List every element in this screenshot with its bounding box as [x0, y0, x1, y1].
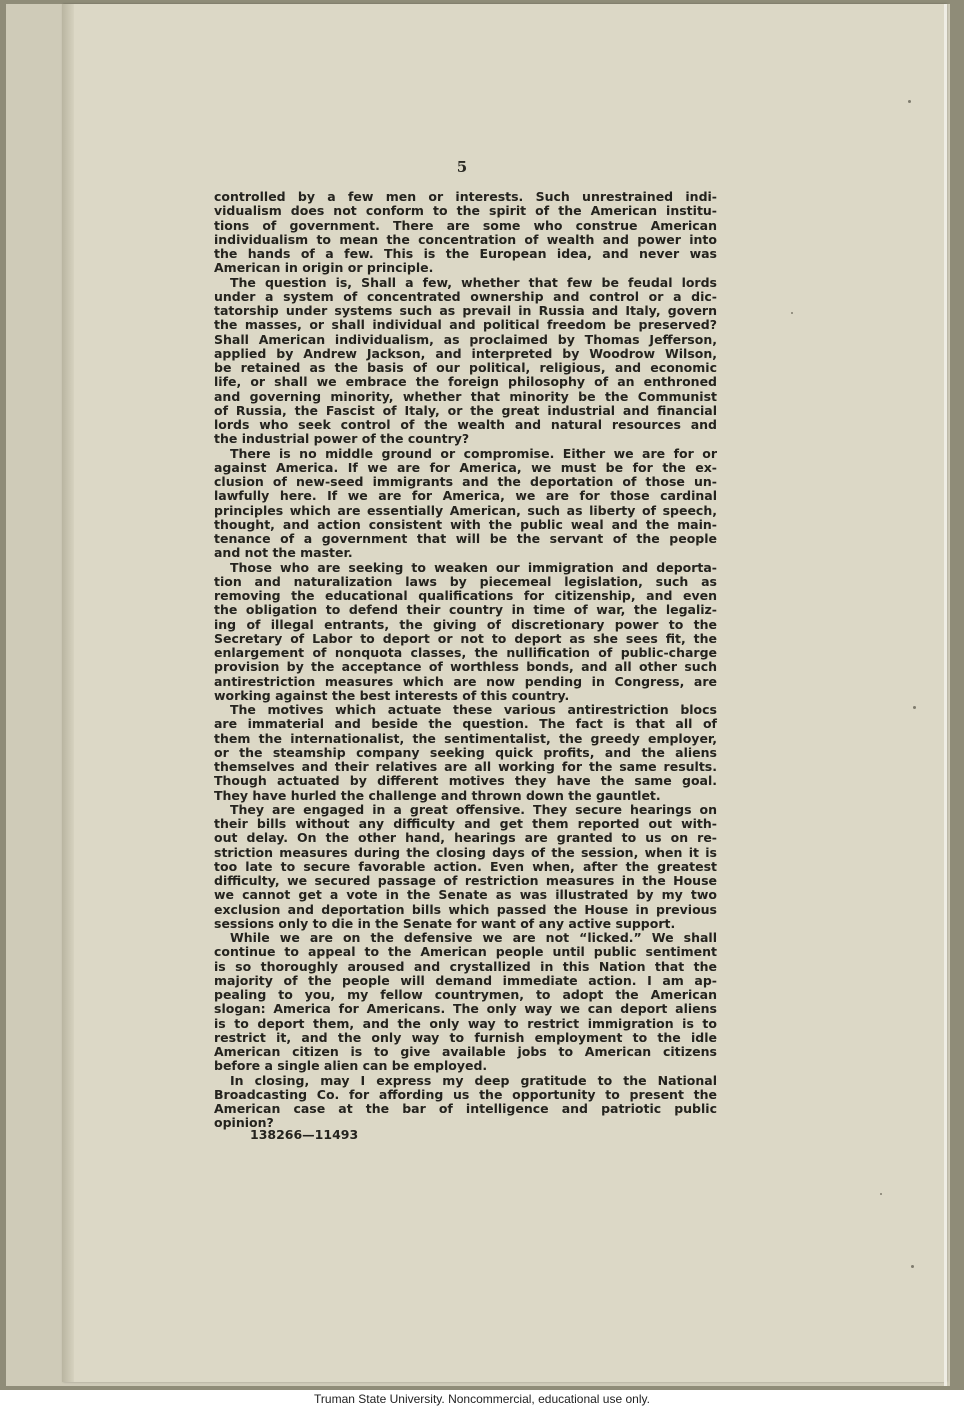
- text-line: against America. If we are for America, we must be for the ex-: [214, 459, 717, 475]
- text-line: the industrial power of the country?: [214, 431, 470, 447]
- footer-notice: Truman State University. Noncommercial, educational use only.: [314, 1392, 650, 1406]
- text-line: vidualism does not conform to the spirit of the American institu-: [214, 203, 717, 219]
- text-line: their bills without any difficulty and get them reported out with-: [214, 816, 717, 831]
- text-line: tenance of a government that will be the servant of the people: [214, 531, 717, 546]
- text-line: Broadcasting Co. for affording us the opportunity to present the: [214, 1086, 717, 1102]
- text-line: While we are on the defensive we are not “licked.” We shall: [230, 930, 717, 945]
- page-edge: [944, 4, 947, 1386]
- text-line: Though actuated by different motives they have the same goal.: [214, 773, 717, 789]
- text-line: The motives which actuate these various antirestriction blocs: [230, 702, 717, 717]
- text-line: exclusion and deportation bills which passed the House in previous: [214, 901, 717, 917]
- text-line: tions of government. There are some who construe American: [214, 217, 717, 233]
- text-line: themselves and their relatives are all working for the same results.: [214, 759, 717, 774]
- text-line: we cannot get a vote in the Senate as was illustrated by my two: [214, 887, 717, 903]
- text-line: and governing minority, whether that minority be the Communist: [214, 388, 717, 404]
- text-line: or the steamship company seeking quick profits, and the aliens: [214, 744, 717, 760]
- text-line: under a system of concentrated ownership and control or a dic-: [214, 288, 717, 304]
- text-line: difficulty, we secured passage of restriction measures in the House: [214, 873, 717, 888]
- paragraph: [214, 1074, 717, 1131]
- text-line: restrict it, and the only way to furnish employment to the idle: [214, 1029, 717, 1045]
- text-line: controlled by a few men or interests. Such unrestrained indi-: [214, 189, 717, 204]
- text-line: applied by Andrew Jackson, and interpreted by Woodrow Wilson,: [214, 345, 717, 361]
- text-line: American case at the bar of intelligence and patriotic public: [214, 1101, 717, 1116]
- text-line: removing the educational qualifications for citizenship, and even: [214, 588, 717, 603]
- text-line: Shall American individualism, as proclaimed by Thomas Jefferson,: [214, 331, 717, 347]
- text-line: lawfully here. If we are for America, we are for those cardinal: [214, 488, 717, 504]
- text-line: out delay. On the other hand, hearings are granted to us on re-: [214, 830, 717, 846]
- paragraph: [214, 447, 717, 561]
- text-line: slogan: America for Americans. The only way we can deport aliens: [214, 1001, 717, 1017]
- text-line: American in origin or principle.: [214, 260, 434, 276]
- text-line: enlargement of nonquota classes, the nullification of public-charge: [214, 645, 717, 660]
- binding-fold: [62, 4, 74, 1382]
- text-line: principles which are essentially American, such as liberty of speech,: [214, 502, 717, 518]
- text-line: the obligation to defend their country in time of war, the legaliz-: [214, 602, 717, 618]
- text-line: life, or shall we embrace the foreign philosophy of an enthroned: [214, 374, 717, 390]
- text-line: and not the master.: [214, 545, 353, 561]
- paper-speck: [791, 312, 793, 314]
- text-line: of Russia, the Fascist of Italy, or the great industrial and financial: [214, 402, 717, 418]
- text-line: be retained as the basis of our political, religious, and economic: [214, 360, 717, 375]
- text-line: In closing, may I express my deep gratitude to the National: [230, 1072, 717, 1088]
- text-line: too late to secure favorable action. Even when, after the greatest: [214, 858, 717, 874]
- text-line: before a single alien can be employed.: [214, 1058, 488, 1074]
- page-number: 5: [456, 158, 468, 176]
- text-line: antirestriction measures which are now pending in Congress, are: [214, 673, 717, 689]
- text-line: majority of the people will demand immediate action. I am ap-: [214, 972, 717, 988]
- paragraph: [214, 561, 717, 704]
- text-line: American citizen is to give available jobs to American citizens: [214, 1044, 717, 1059]
- text-line: thought, and action consistent with the public weal and the main-: [214, 516, 717, 532]
- text-line: the masses, or shall individual and political freedom be preserved?: [214, 317, 717, 333]
- text-line: ing of illegal entrants, the giving of discretionary power to the: [214, 616, 717, 632]
- body-text: [214, 190, 717, 1131]
- text-line: They have hurled the challenge and thrown down the gauntlet.: [214, 787, 661, 803]
- text-line: They are engaged in a great offensive. They secure hearings on: [230, 801, 717, 817]
- text-line: the hands of a few. This is the European idea, and never was: [214, 246, 717, 261]
- paragraph: [214, 703, 717, 803]
- text-line: working against the best interests of this country.: [214, 687, 570, 703]
- text-line: are immaterial and beside the question. The fact is that all of: [214, 716, 717, 732]
- text-line: them the internationalist, the sentimentalist, the greedy employer,: [214, 730, 717, 746]
- text-line: clusion of new-seed immigrants and the deportation of those un-: [214, 474, 717, 489]
- text-line: opinion?: [214, 1115, 274, 1131]
- paragraph: [214, 276, 717, 447]
- paper-speck: [911, 1265, 914, 1268]
- text-line: Secretary of Labor to deport or not to deport as she sees fit, the: [214, 630, 717, 646]
- text-line: individualism to mean the concentration of wealth and power into: [214, 231, 717, 247]
- paragraph: [214, 931, 717, 1074]
- text-line: There is no middle ground or compromise. Either we are for or: [230, 445, 717, 461]
- text-line: Those who are seeking to weaken our immigration and deporta-: [230, 559, 717, 575]
- text-line: provision by the acceptance of worthless bonds, and all other such: [214, 659, 717, 675]
- text-line: is so thoroughly aroused and crystallized in this Nation that the: [214, 958, 717, 974]
- text-line: tion and naturalization laws by piecemeal legislation, such as: [214, 573, 717, 589]
- text-line: pealing to you, my fellow countrymen, to adopt the American: [214, 987, 717, 1002]
- paragraph: [214, 190, 717, 276]
- text-line: sessions only to die in the Senate for want of any active support.: [214, 915, 676, 931]
- paper-speck: [913, 706, 916, 709]
- text-line: continue to appeal to the American people until public sentiment: [214, 944, 717, 960]
- text-line: tatorship under systems such as prevail in Russia and Italy, govern: [214, 303, 717, 318]
- text-line: striction measures during the closing days of the session, when it is: [214, 844, 717, 860]
- paper-speck: [908, 100, 911, 103]
- print-code: 138266—11493: [250, 1127, 359, 1142]
- text-line: The question is, Shall a few, whether that few be feudal lords: [230, 274, 717, 290]
- text-line: is to deport them, and the only way to restrict immigration is to: [214, 1015, 717, 1031]
- paragraph: [214, 803, 717, 931]
- text-line: lords who seek control of the wealth and natural resources and: [214, 417, 717, 432]
- paper-speck: [880, 1193, 882, 1195]
